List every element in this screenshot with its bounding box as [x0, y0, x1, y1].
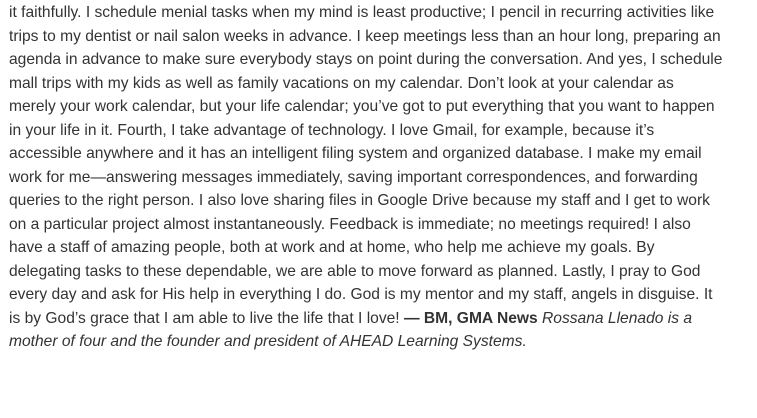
paragraph-text: it faithfully. I schedule menial tasks when my mind is least productive; I pencil in recurring activities like trips to my dentist or nail salon weeks in advance. I keep meetings less than an hour long, preparing an agenda in advance to make sure everybody stays on point during the conversation. And yes, I schedule mall trips with my kids as well as family vacations on my calendar. Don’t look at your calendar as merely your work calendar, but your life calendar; you’ve got to put everything that you want to happen in your life in it. Fourth, I take advantage of technology. I love Gmail, for example, because it’s accessible anywhere and it has an intelligent filing system and organized database. I make my email work for me—answering messages immediately, saving important correspondences, and forwarding queries to the right person. I also love sharing files in Google Drive because my staff and I get to work on a particular project almost instantaneously. Feedback is immediate; no meetings required! I also have a staff of amazing people, both at work and at home, who help me achieve my goals. By delegating tasks to these dependable, we are able to move forward as planned. Lastly, I pray to God every day and ask for His help in everything I do. God is my mentor and my staff, angels in disguise. It is by God’s grace that I am able to live the life that I love!	[9, 4, 723, 327]
byline: — BM, GMA News	[403, 309, 538, 327]
author-note: Rossana Llenado is a mother of four and the founder and president of AHEAD Learning Systems.	[9, 309, 693, 350]
article-paragraph	[9, 1, 723, 354]
